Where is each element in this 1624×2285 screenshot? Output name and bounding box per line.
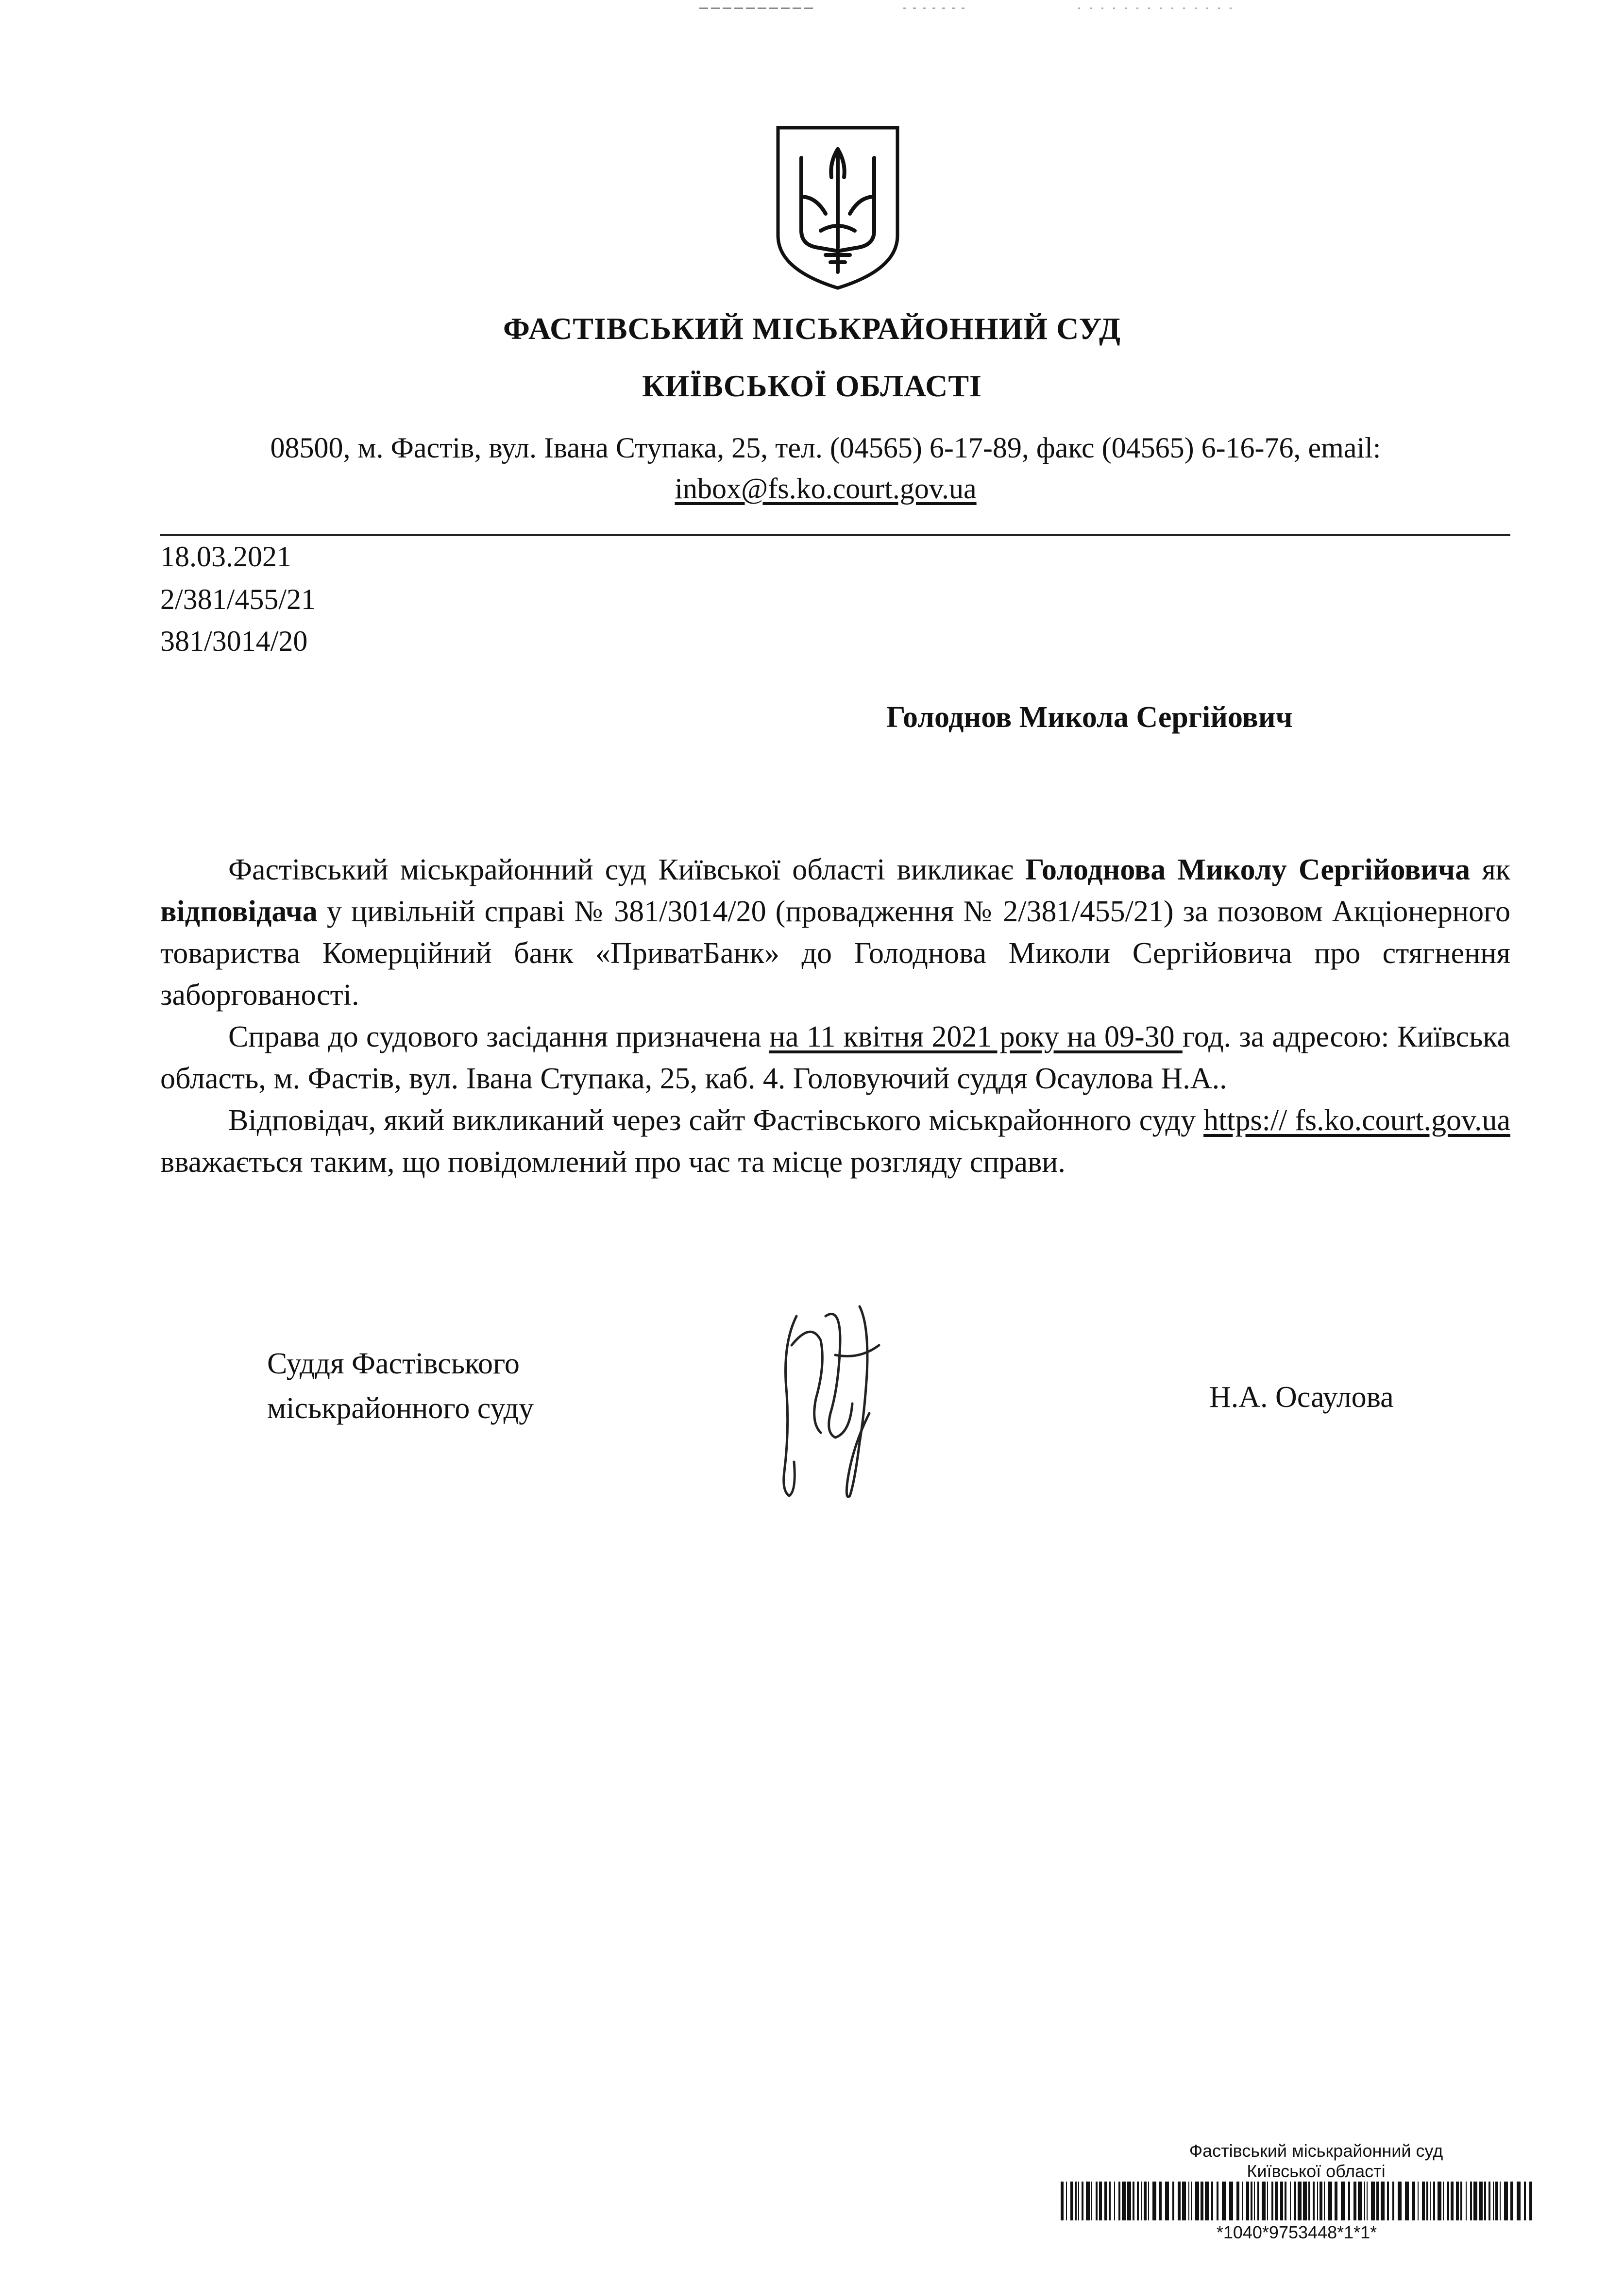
barcode-bar — [1335, 2182, 1337, 2220]
handwritten-signature — [767, 1287, 894, 1506]
barcode-bar — [1099, 2182, 1102, 2220]
header-divider — [160, 534, 1510, 536]
barcode-bar — [1236, 2182, 1239, 2220]
proceeding-number: 2/381/455/21 — [160, 583, 316, 615]
barcode — [1059, 2182, 1535, 2220]
document-date: 18.03.2021 — [160, 541, 291, 573]
barcode-bar — [1398, 2182, 1402, 2220]
barcode-bar — [1376, 2182, 1379, 2220]
barcode-bar — [1118, 2182, 1120, 2220]
barcode-bar — [1473, 2182, 1477, 2220]
barcode-bar — [1479, 2182, 1483, 2220]
scan-marks — [699, 5, 1234, 12]
judge-title-line2: міськрайонного суду — [267, 1392, 534, 1425]
coat-of-arms-emblem — [772, 124, 903, 291]
barcode-bar — [1262, 2182, 1266, 2220]
barcode-number: *1040*9753448*1*1* — [1216, 2222, 1377, 2242]
barcode-bar — [1195, 2182, 1199, 2220]
barcode-bar — [1178, 2182, 1181, 2220]
barcode-bar — [1246, 2182, 1249, 2220]
barcode-bar — [1447, 2182, 1449, 2220]
barcode-bar — [1418, 2182, 1419, 2220]
barcode-bar — [1489, 2182, 1490, 2220]
barcode-bar — [1387, 2182, 1389, 2220]
barcode-bar — [1271, 2182, 1273, 2220]
barcode-bar — [1280, 2182, 1283, 2220]
court-name-line2: КИЇВСЬКОЇ ОБЛАСТІ — [642, 369, 982, 403]
barcode-bar — [1324, 2182, 1325, 2220]
barcode-bar — [1392, 2182, 1394, 2220]
barcode-bar — [1091, 2182, 1092, 2220]
judge-title — [267, 1341, 534, 1431]
barcode-bar — [1254, 2182, 1255, 2220]
barcode-bar — [1257, 2182, 1259, 2220]
barcode-bar — [1466, 2182, 1467, 2220]
barcode-bar — [1061, 2182, 1064, 2220]
barcode-bar — [1341, 2182, 1345, 2220]
barcode-bar — [1500, 2182, 1501, 2220]
p3-text-c: вважається таким, що повідомлений про час та місце розгляду справи. — [160, 1146, 1066, 1179]
stamp-region: Київської області — [1247, 2161, 1386, 2181]
barcode-bar — [1367, 2182, 1368, 2220]
barcode-bar — [1443, 2182, 1444, 2220]
barcode-bar — [1078, 2182, 1079, 2220]
barcode-bar — [1456, 2182, 1459, 2220]
barcode-bar — [1114, 2182, 1115, 2220]
barcode-bar — [1328, 2182, 1332, 2220]
barcode-bar — [1524, 2182, 1526, 2220]
barcode-bar — [1070, 2182, 1073, 2220]
case-number: 381/3014/20 — [160, 625, 308, 657]
barcode-bar — [1422, 2182, 1425, 2220]
barcode-bar — [1267, 2182, 1268, 2220]
barcode-bar — [1251, 2182, 1252, 2220]
p1-text-c: як — [1470, 853, 1511, 886]
paragraph-hearing — [160, 1016, 1510, 1100]
barcode-bar — [1188, 2182, 1189, 2220]
barcode-bar — [1205, 2182, 1209, 2220]
email-link[interactable]: inbox@fs.ko.court.gov.ua — [675, 473, 977, 505]
barcode-bar — [1364, 2182, 1365, 2220]
barcode-bar — [1127, 2182, 1131, 2220]
barcode-bar — [1495, 2182, 1498, 2220]
barcode-bar — [1381, 2182, 1385, 2220]
barcode-bar — [1412, 2182, 1415, 2220]
barcode-bar — [1430, 2182, 1431, 2220]
p1-text-e: у цивільній справі № 381/3014/20 (провадження № 2/381/455/21) за позовом Акціонерного товариства Комерційний банк «ПриватБанк» до Голоднова Миколи Сергійовича про стягнення заборгованості. — [160, 895, 1510, 1012]
barcode-bar — [1317, 2182, 1318, 2220]
barcode-bar — [1303, 2182, 1307, 2220]
barcode-bar — [1159, 2182, 1162, 2220]
barcode-bar — [1104, 2182, 1107, 2220]
barcode-bar — [1096, 2182, 1098, 2220]
barcode-bar — [1294, 2182, 1296, 2220]
barcode-bar — [1348, 2182, 1350, 2220]
court-website-link[interactable]: https:// fs.ko.court.gov.ua — [1203, 1104, 1510, 1137]
barcode-bar — [1201, 2182, 1203, 2220]
p1-text-a: Фастівський міськрайонний суд Київської області викликає — [228, 853, 1026, 886]
barcode-bar — [1517, 2182, 1521, 2220]
court-address — [194, 427, 1457, 509]
barcode-bar — [1358, 2182, 1362, 2220]
barcode-bar — [1504, 2182, 1508, 2220]
barcode-bar — [1460, 2182, 1462, 2220]
barcode-bar — [1086, 2182, 1090, 2220]
barcode-bar — [1433, 2182, 1435, 2220]
address-text: 08500, м. Фастів, вул. Івана Ступака, 25, тел. (04565) 6-17-89, факс (04565) 6-16-76, email: — [270, 432, 1381, 464]
barcode-bar — [1137, 2182, 1139, 2220]
stamp-court-name: Фастівський міськрайонний суд — [1189, 2141, 1443, 2161]
barcode-bar — [1222, 2182, 1226, 2220]
p2-text-c: год. за адресою: Київська область, м. Фастів, вул. Івана Ступака, 25, каб. 4. Головуючий суддя Осаулова Н.А.. — [160, 1020, 1511, 1095]
barcode-bar — [1211, 2182, 1213, 2220]
barcode-bar — [1217, 2182, 1218, 2220]
barcode-bar — [1165, 2182, 1169, 2220]
barcode-bar — [1109, 2182, 1111, 2220]
barcode-bar — [1510, 2182, 1513, 2220]
barcode-bar — [1353, 2182, 1356, 2220]
barcode-bar — [1082, 2182, 1083, 2220]
barcode-bar — [1308, 2182, 1310, 2220]
barcode-bar — [1426, 2182, 1428, 2220]
barcode-bar — [1229, 2182, 1233, 2220]
barcode-bar — [1320, 2182, 1322, 2220]
judge-title-line1: Суддя Фастівського — [267, 1347, 520, 1380]
judge-name: Н.А. Осаулова — [1209, 1381, 1394, 1414]
summons-body — [160, 849, 1510, 1183]
barcode-bar — [1133, 2182, 1134, 2220]
barcode-bar — [1290, 2182, 1291, 2220]
barcode-bar — [1285, 2182, 1286, 2220]
barcode-bar — [1191, 2182, 1192, 2220]
barcode-bar — [1122, 2182, 1126, 2220]
barcode-bar — [1470, 2182, 1472, 2220]
barcode-bar — [1438, 2182, 1441, 2220]
barcode-bar — [1529, 2182, 1532, 2220]
barcode-bar — [1172, 2182, 1174, 2220]
barcode-bar — [1275, 2182, 1278, 2220]
defendant-role: відповідача — [160, 895, 318, 928]
court-name-line1: ФАСТІВСЬКИЙ МІСЬКРАЙОННИЙ СУД — [503, 311, 1121, 346]
barcode-bar — [1405, 2182, 1409, 2220]
barcode-bar — [1152, 2182, 1156, 2220]
barcode-bar — [1242, 2182, 1243, 2220]
paragraph-summons — [160, 849, 1510, 1016]
barcode-bar — [1451, 2182, 1454, 2220]
barcode-bar — [1493, 2182, 1494, 2220]
p2-text-a: Справа до судового засідання призначена — [228, 1020, 769, 1053]
p3-text-a: Відповідач, який викликаний через сайт Фастівського міськрайонного суду — [228, 1104, 1204, 1137]
barcode-bar — [1075, 2182, 1077, 2220]
addressee-name: Голоднов Микола Сергійович — [886, 701, 1293, 734]
barcode-bar — [1144, 2182, 1147, 2220]
barcode-bar — [1182, 2182, 1186, 2220]
barcode-bar — [1148, 2182, 1149, 2220]
barcode-bar — [1066, 2182, 1067, 2220]
barcode-bar — [1298, 2182, 1302, 2220]
paragraph-notice — [160, 1100, 1510, 1183]
barcode-bar — [1371, 2182, 1375, 2220]
barcode-bar — [1484, 2182, 1486, 2220]
barcode-bar — [1313, 2182, 1315, 2220]
barcode-bar — [1141, 2182, 1142, 2220]
defendant-name: Голоднова Миколу Сергійовича — [1025, 853, 1471, 886]
hearing-datetime: на 11 квітня 2021 року на 09-30 — [769, 1020, 1183, 1053]
